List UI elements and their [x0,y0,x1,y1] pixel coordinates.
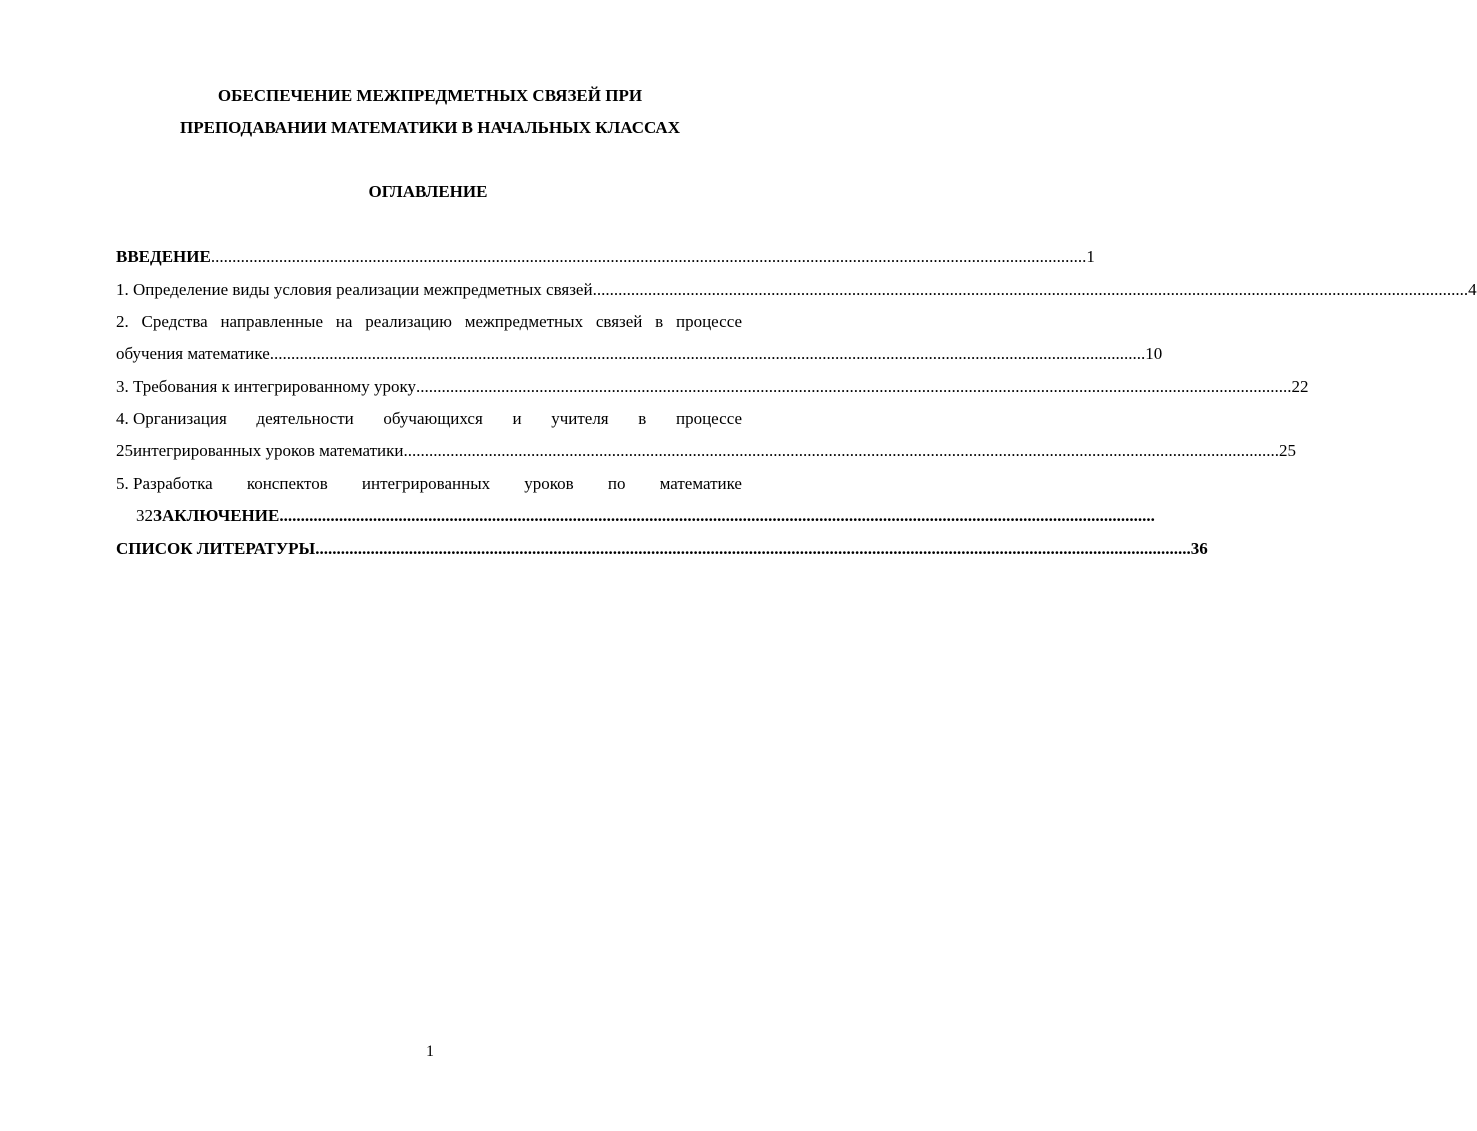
page-number: 1 [426,1043,434,1060]
toc-word: конспектов [246,474,328,493]
toc-word: 2. [116,312,129,331]
toc-entry-5-line-1 [116,474,742,494]
toc-word: 5. Разработка [116,474,213,493]
toc-entry-literature [116,539,1208,559]
toc-heading: ОГЛАВЛЕНИЕ [368,182,488,201]
toc-word: межпредметных [464,312,584,331]
toc-word: в [655,312,664,331]
toc-entry-2-line-1 [116,312,742,332]
toc-word: обучающихся [383,409,483,428]
toc-leader-dots: .............................................................................................................................................................................................................. [210,247,1087,266]
toc-entry-page: 22 [1291,377,1309,396]
toc-word: процессе [675,312,742,331]
toc-entry-conclusion [136,506,1155,526]
toc-leader-dots: .............................................................................................................................................................................................................. [592,280,1469,299]
toc-word: по [607,474,626,493]
toc-entry-intro [116,247,1095,267]
toc-word: реализацию [365,312,452,331]
toc-entry-label: 25интегрированных уроков математики [116,441,404,460]
document-title-line-1: ОБЕСПЕЧЕНИЕ МЕЖПРЕДМЕТНЫХ СВЯЗЕЙ ПРИ [217,86,643,105]
toc-word: процессе [675,409,742,428]
toc-leader-dots: .............................................................................................................................................................................................................. [403,441,1279,460]
toc-word: уроков [524,474,574,493]
toc-word: 4. Организация [116,409,227,428]
toc-word: и [512,409,522,428]
toc-word: учителя [551,409,609,428]
toc-entry-page: 25 [1278,441,1296,460]
toc-word: Средства [141,312,208,331]
toc-entry-label: СПИСОК ЛИТЕРАТУРЫ [116,539,316,558]
toc-word: на [335,312,353,331]
toc-word: в [638,409,647,428]
toc-word: интегрированных [361,474,491,493]
toc-entry-label: 1. Определение виды условия реализации межпредметных связей [116,280,593,299]
toc-entry-1 [116,280,1477,300]
toc-word: направленные [220,312,324,331]
toc-entry-label: ЗАКЛЮЧЕНИЕ [153,506,280,525]
toc-entry-label: обучения математике [116,344,270,363]
toc-entry-4-line-2 [116,441,1296,461]
toc-word: деятельности [256,409,354,428]
toc-leader-dots: .............................................................................................................................................................................................................. [416,377,1292,396]
toc-leader-dots: .............................................................................................................................................................................................................. [315,539,1191,558]
document-title-line-2: ПРЕПОДАВАНИИ МАТЕМАТИКИ В НАЧАЛЬНЫХ КЛАССАХ [180,118,680,137]
toc-entry-page: 1 [1086,247,1095,266]
toc-entry-label: 3. Требования к интегрированному уроку [116,377,417,396]
toc-entry-page-prefix: 32 [136,506,153,525]
toc-entry-4-line-1 [116,409,742,429]
toc-word: математике [659,474,742,493]
toc-entry-label: ВВЕДЕНИЕ [116,247,211,266]
toc-entry-page: 4 [1468,280,1477,299]
toc-word: связей [595,312,643,331]
toc-leader-dots: .............................................................................................................................................................................................................. [279,506,1155,525]
toc-entry-3 [116,377,1309,397]
toc-leader-dots: .............................................................................................................................................................................................................. [269,344,1146,363]
toc-entry-page: 10 [1145,344,1163,363]
toc-entry-2-line-2 [116,344,1163,364]
toc-entry-page: 36 [1190,539,1208,558]
